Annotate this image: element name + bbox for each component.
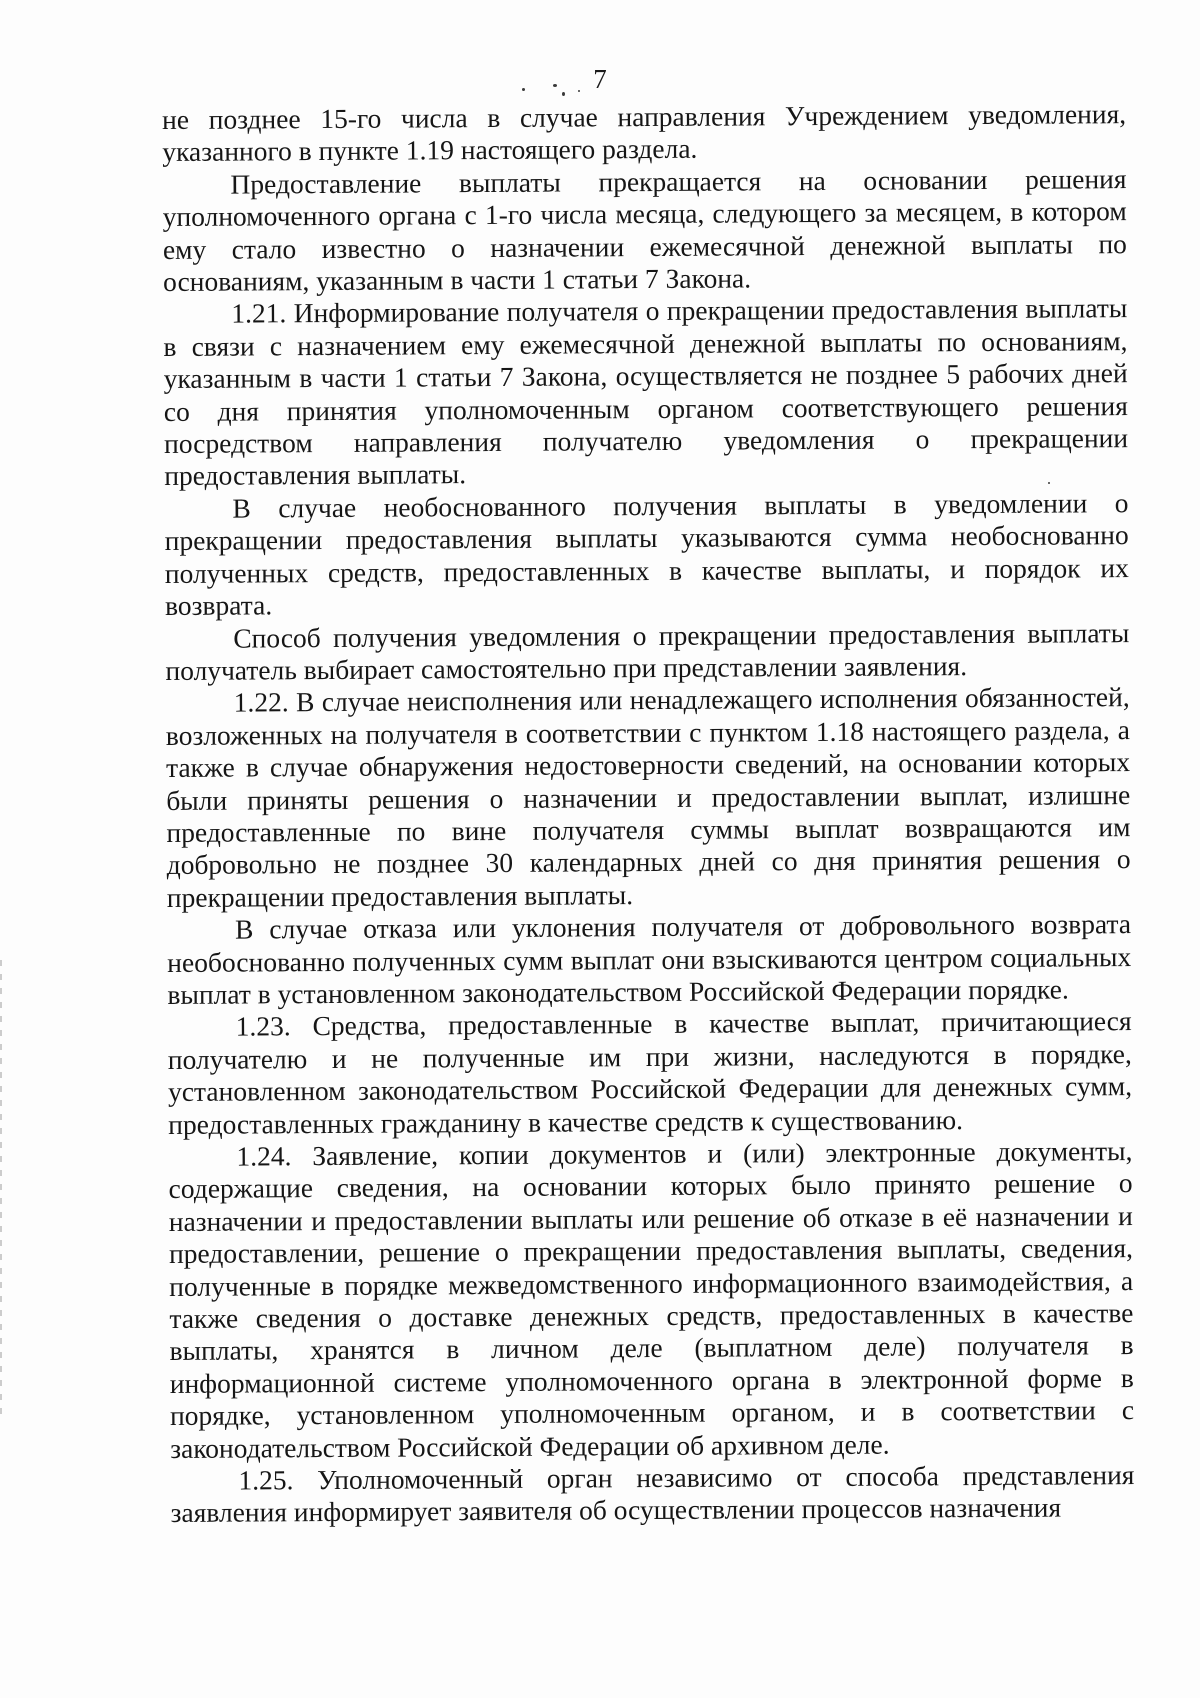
paragraph-clause-1-23: 1.23. Средства, предоставленные в качестве выплат, причитающиеся получателю и не полученные им при жизни, наследуются в порядке, установленном законодательством Российской Федерации для денежных сумм, предоставленных гражданину в качестве средств к существованию. — [167, 1005, 1133, 1140]
paragraph-notification-method: Способ получения уведомления о прекращении предоставления выплаты получатель выбирает самостоятельно при представлении заявления. — [165, 616, 1130, 686]
paragraph-refusal-recovery: В случае отказа или уклонения получателя от добровольного возврата необоснованно полученных сумм выплат они взыскиваются центром социальных выплат в установленном законодательством Российской Федерации порядке. — [167, 908, 1132, 1010]
scan-edge-artifact — [0, 960, 2, 1420]
paragraph-continuation: не позднее 15-го числа в случае направления Учреждением уведомления, указанного в пункте 1.19 настоящего раздела. — [162, 98, 1127, 168]
paragraph-clause-1-22: 1.22. В случае неисполнения или ненадлежащего исполнения обязанностей, возложенных на получателя в соответствии с пунктом 1.18 настоящего раздела, а также в случае обнаружения недостоверности сведений, на основании которых были приняты решения о назначении и предоставлении выплат, излишне предоставленные по вине получателя суммы выплат возвращаются им добровольно не позднее 30 календарных дней со дня принятия решения о прекращении предоставления выплаты. — [165, 681, 1131, 913]
scan-speck — [522, 88, 525, 91]
paragraph-clause-1-21: 1.21. Информирование получателя о прекращении предоставления выплаты в связи с назначением ему ежемесячной денежной выплаты по основаниям, указанным в части 1 статьи 7 Закона, осуществляется не позднее 5 рабочих дней со дня принятия уполномоченным органом соответствующего решения посредством направления получателю уведомления о прекращении предоставления выплаты. — [163, 292, 1129, 492]
paragraph-clause-1-25: 1.25. Уполномоченный орган независимо от способа представления заявления информирует заявителя об осуществлении процессов назначения — [170, 1459, 1135, 1529]
scan-speck — [553, 84, 557, 87]
paragraph-clause-1-24: 1.24. Заявление, копии документов и (или) электронные документы, содержащие сведения, на основании которых было принято решение о назначении и предоставлении выплаты или решение об отказе в её назначении и предоставлении, решение о прекращении предоставления выплаты, сведения, полученные в порядке межведомственного информационного взаимодействия, а также сведения о доставке денежных средств, предоставленных в качестве выплаты, хранятся в личном деле (выплатном деле) получателя в информационной системе уполномоченного органа в электронной форме в порядке, установленном уполномоченным органом, и в соответствии с законодательством Российской Федерации об архивном деле. — [168, 1135, 1135, 1464]
document-body — [162, 98, 1135, 1530]
paragraph-termination: Предоставление выплаты прекращается на основании решения уполномоченного органа с 1-го числа месяца, следующего за месяцем, в котором ему стало известно о назначении ежемесячной денежной выплаты по основаниям, указанным в части 1 статьи 7 Закона. — [162, 162, 1127, 298]
paragraph-unjustified-receipt: В случае необоснованного получения выплаты в уведомлении о прекращении предоставления выплаты указываются сумма необоснованно полученных средств, предоставленных в качестве выплаты, и порядок их возврата. — [164, 486, 1129, 622]
page-number: 7 — [593, 64, 607, 94]
